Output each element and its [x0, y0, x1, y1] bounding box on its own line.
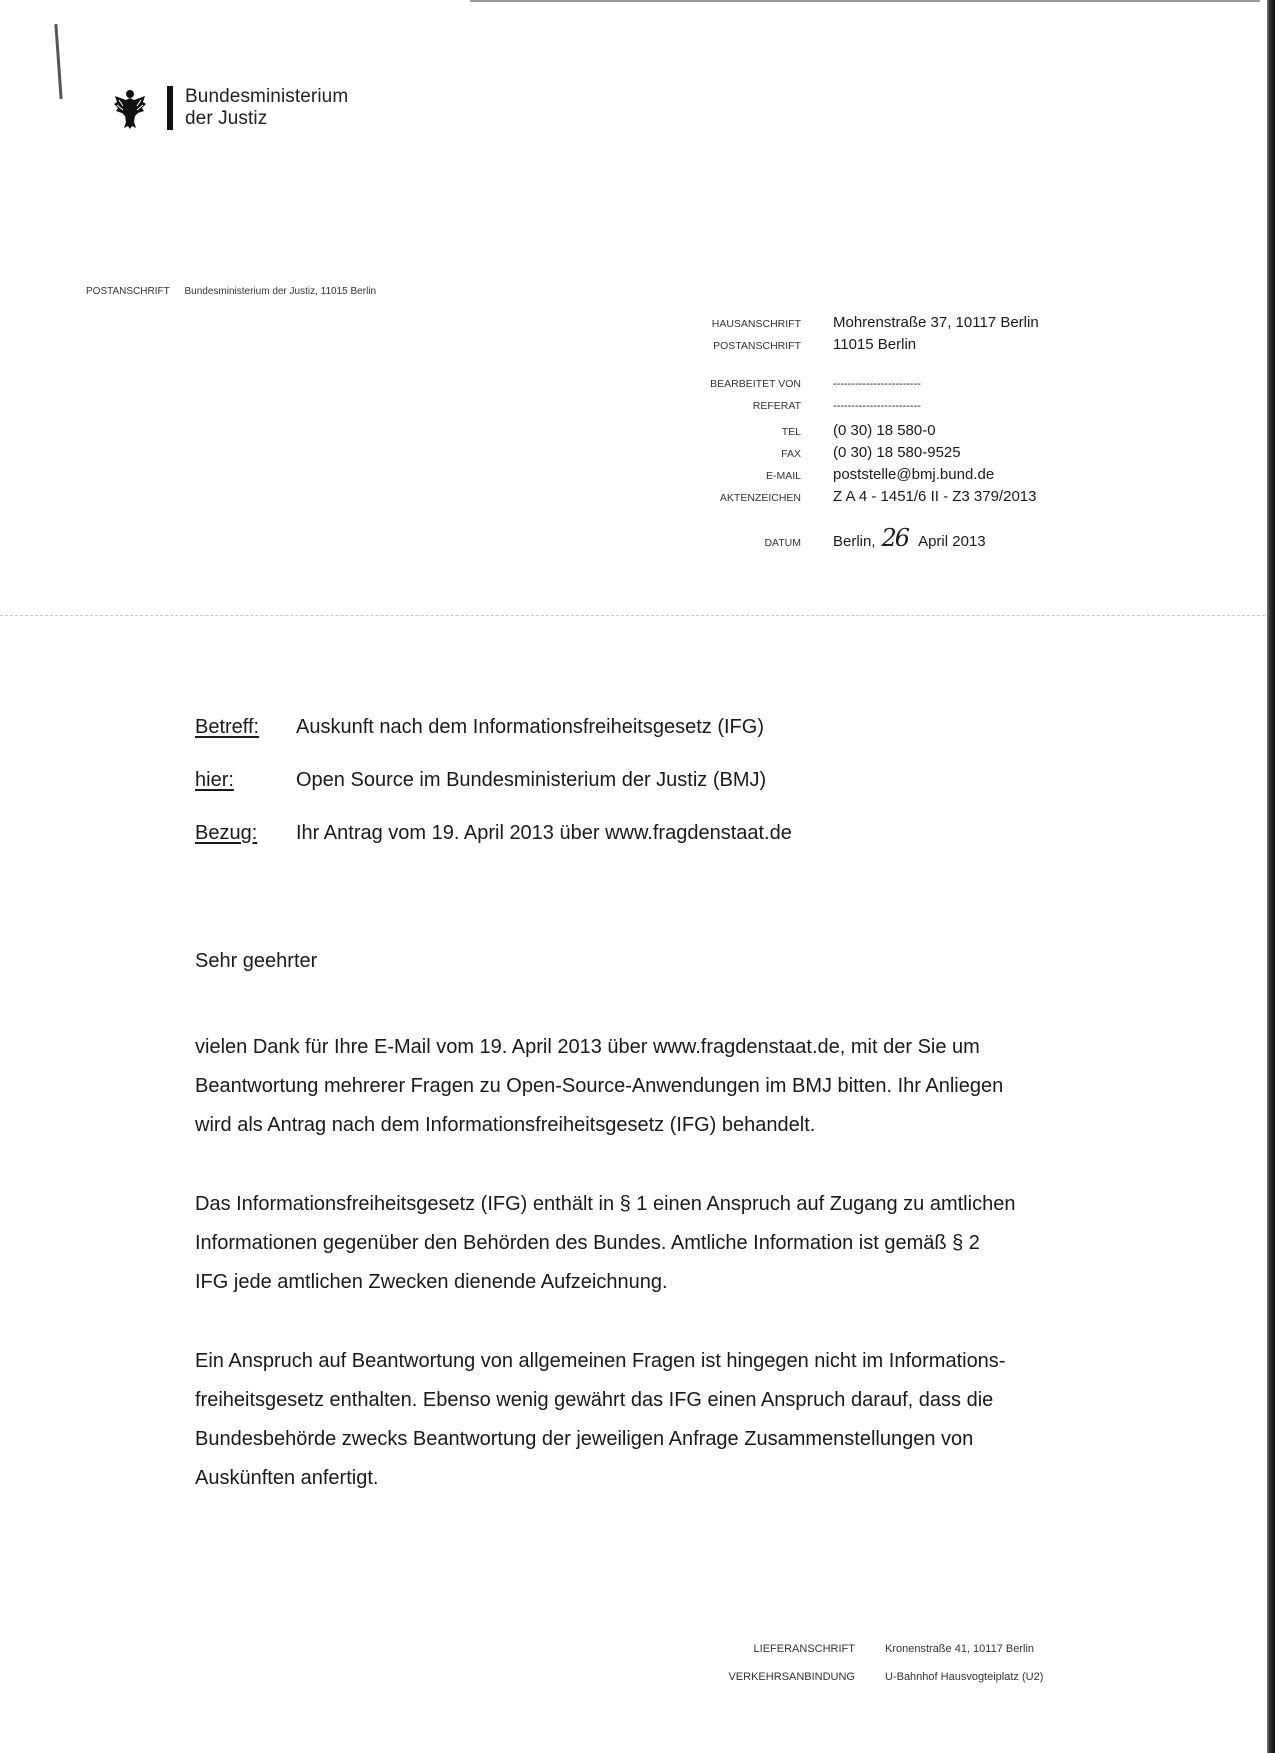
subject-value: Ihr Antrag vom 19. April 2013 über www.fragdenstaat.de	[296, 822, 792, 844]
date-value	[833, 524, 986, 552]
ministry-name	[185, 86, 348, 130]
info-row-hausanschrift	[640, 314, 1100, 336]
info-label: TEL	[781, 426, 801, 438]
subject-row-bezug	[195, 822, 792, 875]
info-value: poststelle@bmj.bund.de	[833, 466, 995, 483]
return-address-value: Bundesministerium der Justiz, 11015 Berlin	[184, 286, 377, 297]
fold-mark-line	[0, 615, 1265, 617]
scan-right-edge	[1267, 0, 1275, 1753]
info-value: 11015 Berlin	[833, 336, 917, 353]
info-row-datum	[640, 524, 1100, 552]
body-paragraph: vielen Dank für Ihre E-Mail vom 19. April 2013 über www.fragdenstaat.de, mit der Sie um Beantwortung mehrerer Fragen zu Open-Source-Anwendungen im BMJ bitten. Ihr Anliegen wird als Antrag nach dem Informationsfreiheitsgesetz (IFG) behandelt.	[195, 1036, 1004, 1136]
info-label: FAX	[781, 448, 801, 460]
letter-footer	[700, 1643, 1043, 1699]
date-day-handwritten: 26	[881, 524, 909, 552]
info-value: Z A 4 - 1451/6 II - Z3 379/2013	[833, 488, 1037, 505]
date-label: DATUM	[764, 537, 801, 549]
footer-label: LIEFERANSCHRIFT	[753, 1643, 855, 1655]
subject-value: Auskunft nach dem Informationsfreiheitsgesetz (IFG)	[296, 716, 764, 738]
scan-top-edge	[470, 0, 1260, 2]
info-row-email	[640, 466, 1100, 488]
body-paragraph: Ein Anspruch auf Beantwortung von allgemeinen Fragen ist hingegen nicht im Informations- freiheitsgesetz enthalten. Ebenso wenig gewährt das IFG einen Anspruch darauf, dass die Bundesbehörde zwecks Beantwortung der jeweiligen Anfrage Zusammenstellungen von Auskünften anfertigt.	[195, 1350, 1006, 1489]
info-label: E-MAIL	[765, 470, 801, 482]
subject-label: hier:	[195, 769, 234, 791]
pen-mark	[54, 24, 62, 99]
subject-row-hier	[195, 769, 792, 822]
subject-value: Open Source im Bundesministerium der Justiz (BMJ)	[296, 769, 767, 791]
footer-row-lieferanschrift	[700, 1643, 1043, 1671]
date-place: Berlin,	[833, 533, 876, 550]
footer-value: Kronenstraße 41, 10117 Berlin	[885, 1643, 1034, 1655]
info-label: POSTANSCHRIFT	[713, 340, 801, 352]
info-value: Mohrenstraße 37, 10117 Berlin	[833, 314, 1039, 331]
info-label: BEARBEITET VON	[710, 378, 801, 390]
info-value: (0 30) 18 580-0	[833, 422, 936, 439]
info-label: HAUSANSCHRIFT	[711, 318, 801, 330]
info-label: REFERAT	[752, 400, 801, 412]
info-row-referat	[640, 400, 1100, 422]
body-paragraph: Das Informationsfreiheitsgesetz (IFG) enthält in § 1 einen Anspruch auf Zugang zu amtlichen Informationen gegenüber den Behörden des Bundes. Amtliche Information ist gemäß § 2 IFG jede amtlichen Zwecken dienende Aufzeichnung.	[195, 1193, 1016, 1293]
info-value: (0 30) 18 580-9525	[833, 444, 961, 461]
info-row-postanschrift	[640, 336, 1100, 358]
return-address	[86, 286, 376, 297]
letter-body	[195, 1028, 1155, 1538]
info-value: ------------------------	[833, 378, 921, 390]
info-row-bearbeitet-von	[640, 378, 1100, 400]
subject-row-betreff	[195, 716, 792, 769]
subject-label: Betreff:	[195, 716, 260, 738]
footer-value: U-Bahnhof Hausvogteiplatz (U2)	[885, 1671, 1044, 1683]
ministry-line-2: der Justiz	[185, 108, 268, 129]
info-label: AKTENZEICHEN	[719, 492, 801, 504]
sender-info-block	[640, 314, 1100, 552]
info-value: ------------------------	[833, 400, 921, 412]
info-row-fax	[640, 444, 1100, 466]
salutation: Sehr geehrter	[195, 950, 318, 972]
return-address-label: POSTANSCHRIFT	[86, 286, 170, 297]
subject-label: Bezug:	[195, 822, 258, 844]
date-month-year: April 2013	[918, 533, 986, 550]
subject-block	[195, 716, 792, 875]
info-row-tel	[640, 422, 1100, 444]
letterhead-logo	[113, 86, 348, 130]
footer-label: VERKEHRSANBINDUNG	[728, 1671, 855, 1683]
federal-eagle-icon	[113, 86, 147, 130]
logo-divider-bar	[167, 86, 173, 130]
ministry-line-1: Bundesministerium	[185, 86, 349, 107]
footer-row-verkehrsanbindung	[700, 1671, 1043, 1699]
info-row-aktenzeichen	[640, 488, 1100, 518]
